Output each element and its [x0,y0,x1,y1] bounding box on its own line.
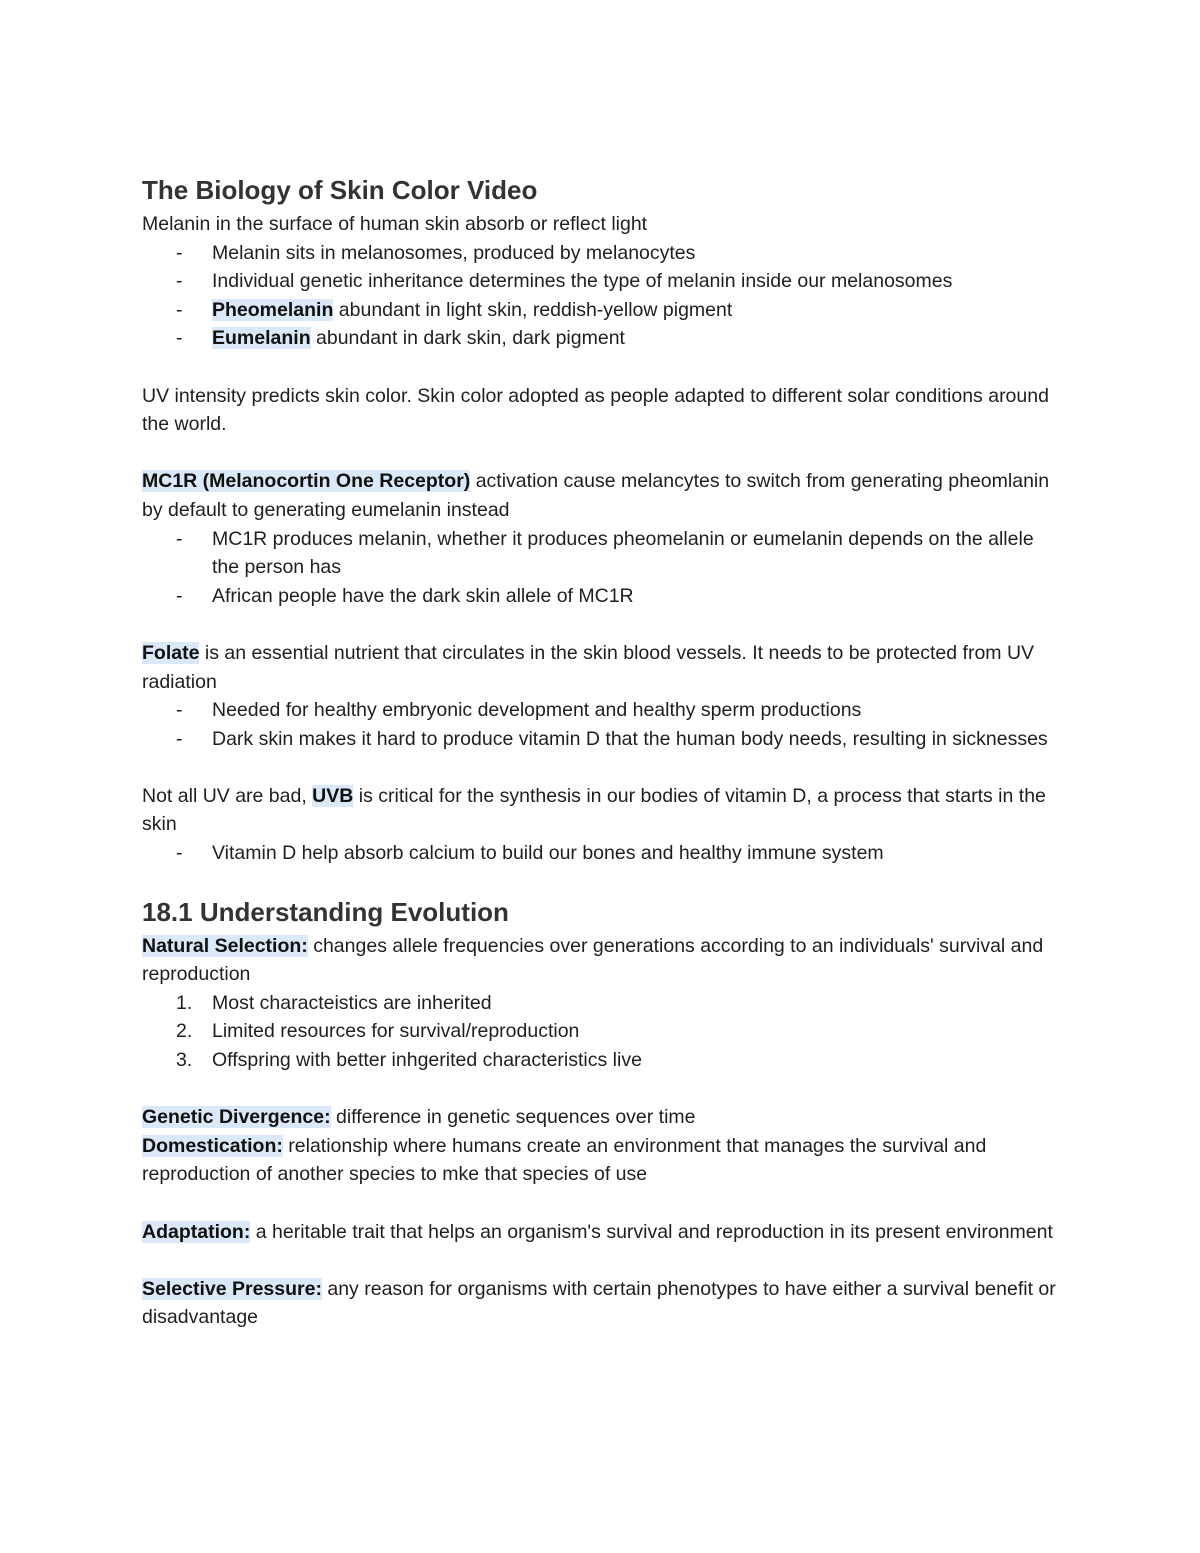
folate-list [142,696,1062,753]
list-item [142,1046,1062,1075]
paragraph-uv-intensity: UV intensity predicts skin color. Skin color adopted as people adapted to different solar conditions around the world. [142,384,1049,436]
definition-text: a heritable trait that helps an organism's survival and reproduction in its present environment [250,1220,1053,1243]
section-title-evolution: 18.1 Understanding Evolution [142,896,509,927]
document-content [142,170,1062,1332]
definition-text: abundant in light skin, reddish-yellow pigment [333,298,733,321]
definition-text: is an essential nutrient that circulates in the skin blood vessels. It needs to be protected from UV radiation [142,641,1035,693]
definition-text: relationship where humans create an environment that manages the survival and reproduction of another species to mke that species of use [142,1134,987,1186]
list-item-text: Most characteistics are inherited [212,991,492,1014]
term-genetic-divergence: Genetic Divergence: [142,1106,331,1129]
definition-text: activation cause melancytes to switch from generating pheomlanin by default to generating eumelanin instead [142,470,1050,521]
list-item: - Individual genetic inheritance determines the type of melanin inside our melanosomes [142,267,1062,296]
paragraph-folate [142,639,1062,696]
paragraph-uvb [142,782,1062,839]
list-item [142,324,1062,353]
term-domestication: Domestication: [142,1134,283,1157]
list-item [142,1017,1062,1046]
uvb-lead-text: Not all UV are bad, [142,784,313,807]
term-folate: Folate [142,641,200,664]
list-number: 3. [176,1049,193,1072]
list-item [142,989,1062,1018]
term-natural-selection: Natural Selection: [142,934,308,957]
term-pheomelanin: Pheomelanin [212,298,334,321]
paragraph-natural-selection [142,932,1062,989]
term-eumelanin: Eumelanin [212,327,311,350]
melanin-list [142,239,1062,353]
definition-text: is critical for the synthesis in our bodies of vitamin D, a process that starts in the skin [142,784,1046,836]
term-adaptation: Adaptation: [142,1220,251,1243]
definition-text: any reason for organisms with certain phenotypes to have either a survival benefit or disadvantage [142,1277,1056,1329]
definition-text: abundant in dark skin, dark pigment [310,327,625,350]
term-mc1r: MC1R (Melanocortin One Receptor) [142,470,471,493]
list-number: 1. [176,991,193,1014]
paragraph-melanin: Melanin in the surface of human skin absorb or reflect light [142,213,648,235]
list-item: - Needed for healthy embryonic development and healthy sperm productions [142,696,1062,725]
section-title-skin-color: The Biology of Skin Color Video [142,175,538,205]
list-item: - Vitamin D help absorb calcium to build our bones and healthy immune system [142,839,1062,868]
paragraph-mc1r [142,467,1062,524]
paragraph-genetic-divergence [142,1103,1062,1132]
list-number: 2. [176,1020,193,1043]
term-selective-pressure: Selective Pressure: [142,1277,322,1300]
paragraph-selective-pressure [142,1275,1062,1332]
uvb-list [142,839,1062,868]
definition-text: difference in genetic sequences over time [330,1106,696,1129]
paragraph-domestication [142,1132,1062,1189]
list-item-text: Limited resources for survival/reproduction [212,1020,580,1043]
list-item: - MC1R produces melanin, whether it produces pheomelanin or eumelanin depends on the allele the person has [142,525,1062,582]
natural-selection-list [142,989,1062,1075]
list-item: - Dark skin makes it hard to produce vitamin D that the human body needs, resulting in sicknesses [142,725,1062,754]
list-item: - Melanin sits in melanosomes, produced by melanocytes [142,239,1062,268]
list-item [142,296,1062,325]
paragraph-adaptation [142,1218,1062,1247]
definition-text: changes allele frequencies over generations according to an individuals' survival and reproduction [142,934,1044,986]
mc1r-list [142,525,1062,611]
term-uvb: UVB [312,784,354,807]
list-item: - African people have the dark skin allele of MC1R [142,582,1062,611]
list-item-text: Offspring with better inhgerited characteristics live [212,1049,642,1072]
